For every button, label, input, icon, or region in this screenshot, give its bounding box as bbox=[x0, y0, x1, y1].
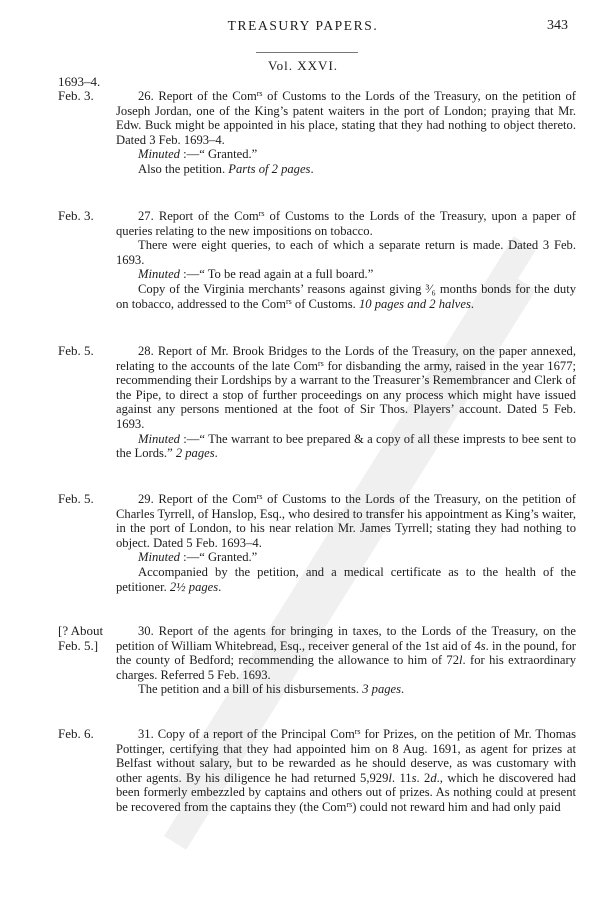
entry-date-line: Feb. 3. bbox=[58, 208, 94, 223]
entry-date-line: [? About bbox=[58, 623, 104, 638]
page-number: 343 bbox=[547, 18, 568, 33]
entry-paragraph: 31. Copy of a report of the Principal Com$^{rs}$ for Prizes, on the petition of Mr. Thomas Pottinger, certifying that they had appointed him on 8 Aug. 1691, as agent for prizes at Belfast without salary, but to be rewarded as he should deserve, as was customary with other agents. By his diligence he had returned 5,929l. 11s. 2d., which he discovered had been formerly embezzled by captains and others out of prizes. As nothing could at present be recovered from the captains they (the Com$^{rs}$) could not reward him and had only paid bbox=[116, 727, 576, 814]
header-rule bbox=[256, 52, 358, 53]
entry-date-line: Feb. 5.] bbox=[58, 637, 99, 653]
entry-body bbox=[116, 492, 576, 594]
entry-date bbox=[58, 209, 94, 224]
entry-date bbox=[58, 727, 94, 742]
entry-paragraph: 30. Report of the agents for bringing in taxes, to the Lords of the Treasury, on the petition of William Whitebread, Esq., receiver general of the 1st aid of 4s. in the pound, for the county of Bedford; recommending the allowance to him of 72l. for his extraordinary charges. Referred 5 Feb. 1693. bbox=[116, 624, 576, 682]
entry-paragraph: 26. Report of the Com$^{rs}$ of Customs to the Lords of the Treasury, on the petition of Joseph Jordan, one of the King’s patent waiters in the port of London; praying that Mr. Edw. Buck might be appointed in his place, stating that they had nothing to object thereto. Dated 3 Feb. 1693–4. bbox=[116, 89, 576, 147]
entry-paragraph: Copy of the Virginia merchants’ reasons against giving ³⁄₆ months bonds for the duty on tobacco, addressed to the Com$^{rs}$ of Customs. 10 pages and 2 halves. bbox=[116, 281, 576, 311]
entry-paragraph: The petition and a bill of his disbursements. 3 pages. bbox=[138, 682, 405, 697]
entry-date bbox=[58, 624, 103, 653]
entry-body bbox=[116, 209, 576, 311]
entry-date bbox=[58, 492, 94, 507]
entry-paragraph: There were eight queries, to each of which a separate return is made. Dated 3 Feb. 1693. bbox=[116, 238, 576, 267]
entry-body bbox=[116, 727, 576, 815]
entry-paragraph: Minuted :—“ The warrant to bee prepared & a copy of all these imprests to bee sent to the Lords.” 2 pages. bbox=[116, 431, 576, 461]
entry-paragraph: Also the petition. Parts of 2 pages. bbox=[138, 161, 314, 176]
year-marginal-note: 1693–4. bbox=[58, 74, 101, 89]
entry-date-line: Feb. 5. bbox=[58, 343, 94, 358]
entry-body bbox=[116, 89, 576, 177]
entry-date-line: Feb. 3. bbox=[58, 88, 94, 103]
entry-body bbox=[116, 344, 576, 461]
entry-date-line: Feb. 6. bbox=[58, 726, 94, 741]
entry-body bbox=[116, 624, 576, 697]
entry-date-line: Feb. 5. bbox=[58, 491, 94, 506]
running-head bbox=[0, 14, 606, 36]
running-head-title: TREASURY PAPERS. bbox=[227, 18, 379, 33]
entry-paragraph: 29. Report of the Com$^{rs}$ of Customs to the Lords of the Treasury, on the petition of Charles Tyrrell, of Hanslop, Esq., who desired to transfer his appointment as King’s waiter, in the port of London, to his near relation Mr. James Tyrrell; stating they had nothing to object. Dated 5 Feb. 1693–4. bbox=[116, 492, 576, 550]
entry-paragraph: 27. Report of the Com$^{rs}$ of Customs to the Lords of the Treasury, upon a paper of queries relating to the new impositions on tobacco. bbox=[116, 209, 577, 238]
entry-paragraph: Minuted :—“ To be read again at a full board.” bbox=[138, 267, 374, 282]
entry-paragraph: Accompanied by the petition, and a medical certificate as to the health of the petitioner. 2½ pages. bbox=[116, 564, 576, 594]
entry-paragraph: 28. Report of Mr. Brook Bridges to the Lords of the Treasury, on the paper annexed, relating to the accounts of the late Com$^{rs}$ for disbanding the army, raised in the year 1677; recommending their Lordships by a warrant to the Treasurer’s Remembrancer and Clerk of the Pipe, to direct a stop of further proceedings on any process which might have issued against any persons mentioned at the foot of Sir Thos. Players’ account. Dated 5 Feb. 1693. bbox=[116, 344, 576, 431]
entry-paragraph: Minuted :—“ Granted.” bbox=[138, 550, 258, 565]
volume-heading: Vol. XXVI. bbox=[267, 58, 339, 73]
entry-date bbox=[58, 89, 94, 104]
entry-date bbox=[58, 344, 94, 359]
entry-paragraph: Minuted :—“ Granted.” bbox=[138, 147, 258, 162]
